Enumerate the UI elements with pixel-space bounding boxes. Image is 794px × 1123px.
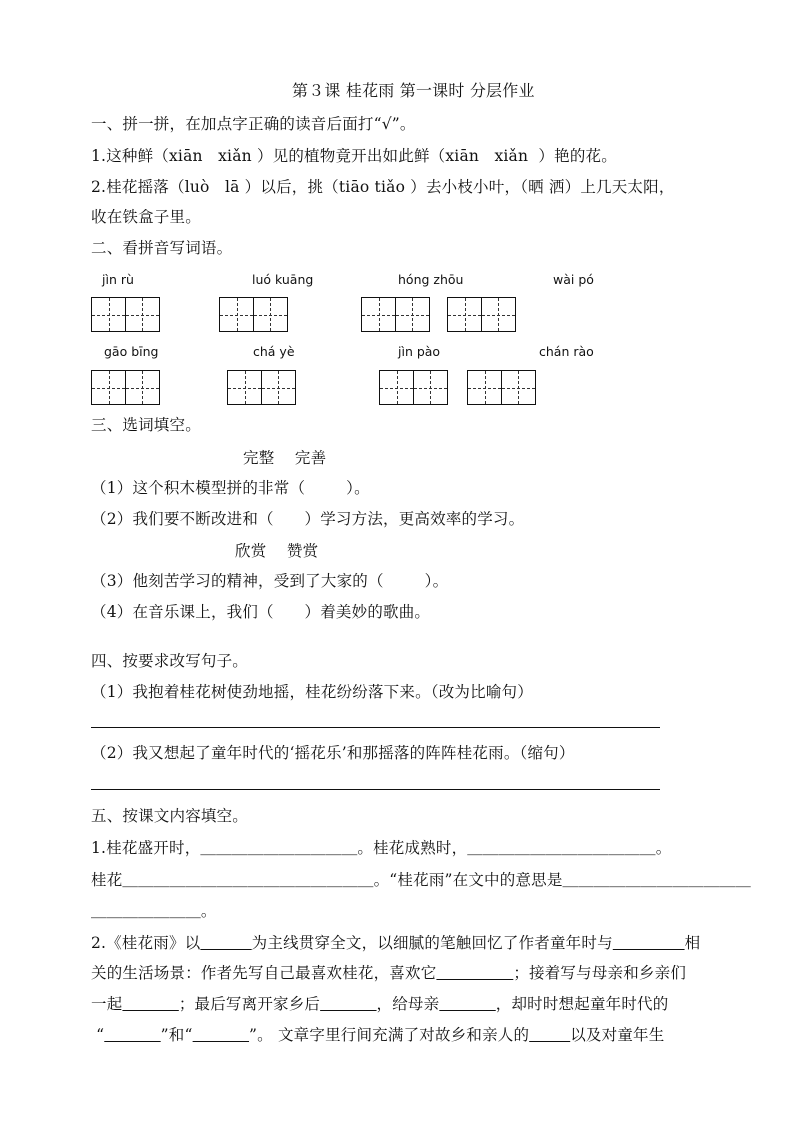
text-fragment: ，给母亲: [376, 995, 440, 1013]
text-fragment: ”和“: [160, 1026, 193, 1044]
text-fragment: ；最后写离开家乡后: [178, 995, 321, 1013]
answer-line[interactable]: [91, 727, 660, 728]
blank[interactable]: [613, 934, 685, 952]
fill-line-7: [91, 1025, 664, 1045]
text-fragment: ”。 文章字里行间充满了对故乡和亲人的: [249, 1026, 530, 1044]
writing-grid[interactable]: [361, 297, 430, 332]
page-title: 第３课 桂花雨 第一课时 分层作业: [292, 81, 535, 100]
blank[interactable]: [122, 995, 178, 1013]
text-fragment: 一起: [91, 995, 123, 1013]
text-fragment: 相: [684, 934, 701, 952]
pinyin-label: wài pó: [553, 272, 594, 287]
text-fragment: 以及对童年生: [570, 1026, 665, 1044]
fill-line-5: [91, 963, 686, 983]
question-3-4: （4）在音乐课上，我们（ ）着美妙的歌曲。: [91, 603, 431, 621]
writing-grid[interactable]: [91, 297, 160, 332]
fill-line-3: ＿＿＿＿＿＿＿。: [91, 902, 217, 920]
pinyin-label: jìn pào: [398, 344, 441, 359]
pinyin-label: gāo bīng: [104, 344, 159, 359]
fill-line-4: [91, 933, 700, 953]
fill-line-6: [91, 994, 668, 1014]
writing-grid[interactable]: [467, 370, 536, 405]
question-3-1: （1）这个积木模型拼的非常（ ）。: [91, 479, 370, 497]
text-fragment: “: [91, 1026, 105, 1044]
word-choices-1: 完整 完善: [243, 449, 327, 467]
fill-line-1: 1.桂花盛开时，＿＿＿＿＿＿＿＿＿＿。桂花成熟时，＿＿＿＿＿＿＿＿＿＿＿＿。: [91, 839, 672, 857]
pinyin-label: hóng zhōu: [398, 272, 464, 287]
question-1-1: 1.这种鲜（xiān xiǎn ）见的植物竟开出如此鲜（xiān xiǎn ）艳的花。: [91, 147, 617, 165]
text-fragment: 关的生活场景：作者先写自己最喜欢桂花，喜欢它: [91, 964, 437, 982]
blank[interactable]: [200, 934, 251, 952]
writing-grid[interactable]: [91, 370, 160, 405]
section1-heading: 一、拼一拼，在加点字正确的读音后面打“√”。: [91, 115, 416, 133]
section4-heading: 四、按要求改写句子。: [91, 652, 249, 670]
pinyin-label: jìn rù: [102, 272, 134, 287]
section3-heading: 三、选词填空。: [91, 416, 201, 434]
text-fragment: 为主线贯穿全文，以细腻的笔触回忆了作者童年时与: [251, 934, 613, 952]
writing-grid[interactable]: [219, 297, 288, 332]
blank[interactable]: [104, 1026, 160, 1044]
blank[interactable]: [193, 1026, 249, 1044]
blank[interactable]: [529, 1026, 570, 1044]
writing-grid[interactable]: [379, 370, 448, 405]
section5-heading: 五、按课文内容填空。: [91, 807, 249, 825]
section2-heading: 二、看拼音写词语。: [91, 239, 233, 257]
writing-grid[interactable]: [227, 370, 296, 405]
question-1-2-continued: 收在铁盒子里。: [91, 208, 201, 226]
blank[interactable]: [439, 995, 495, 1013]
blank[interactable]: [436, 964, 513, 982]
text-fragment: 2.《桂花雨》以: [91, 934, 201, 952]
question-1-2: 2.桂花摇落（luò lā ）以后，挑（tiāo tiǎo ）去小枝小叶，（晒 洒）上几天太阳，: [91, 178, 675, 196]
word-choices-2: 欣赏 赞赏: [235, 542, 319, 560]
blank[interactable]: [320, 995, 376, 1013]
pinyin-label: luó kuāng: [252, 272, 314, 287]
pinyin-label: chán rào: [539, 344, 594, 359]
question-4-1: （1）我抱着桂花树使劲地摇，桂花纷纷落下来。（改为比喻句）: [91, 683, 533, 701]
text-fragment: ，却时时想起童年时代的: [495, 995, 669, 1013]
question-3-3: （3）他刻苦学习的精神，受到了大家的（ ）。: [91, 572, 449, 590]
question-4-2: （2）我又想起了童年时代的‘摇花乐’和那摇落的阵阵桂花雨。（缩句）: [91, 744, 575, 762]
text-fragment: ；接着写与母亲和乡亲们: [513, 964, 687, 982]
pinyin-label: chá yè: [253, 344, 295, 359]
answer-line[interactable]: [91, 789, 660, 790]
fill-line-2: 桂花＿＿＿＿＿＿＿＿＿＿＿＿＿＿＿＿。“桂花雨”在文中的意思是＿＿＿＿＿＿＿＿＿＿＿＿: [91, 871, 751, 889]
question-3-2: （2）我们要不断改进和（ ）学习方法，更高效率的学习。: [91, 510, 525, 528]
writing-grid[interactable]: [447, 297, 516, 332]
